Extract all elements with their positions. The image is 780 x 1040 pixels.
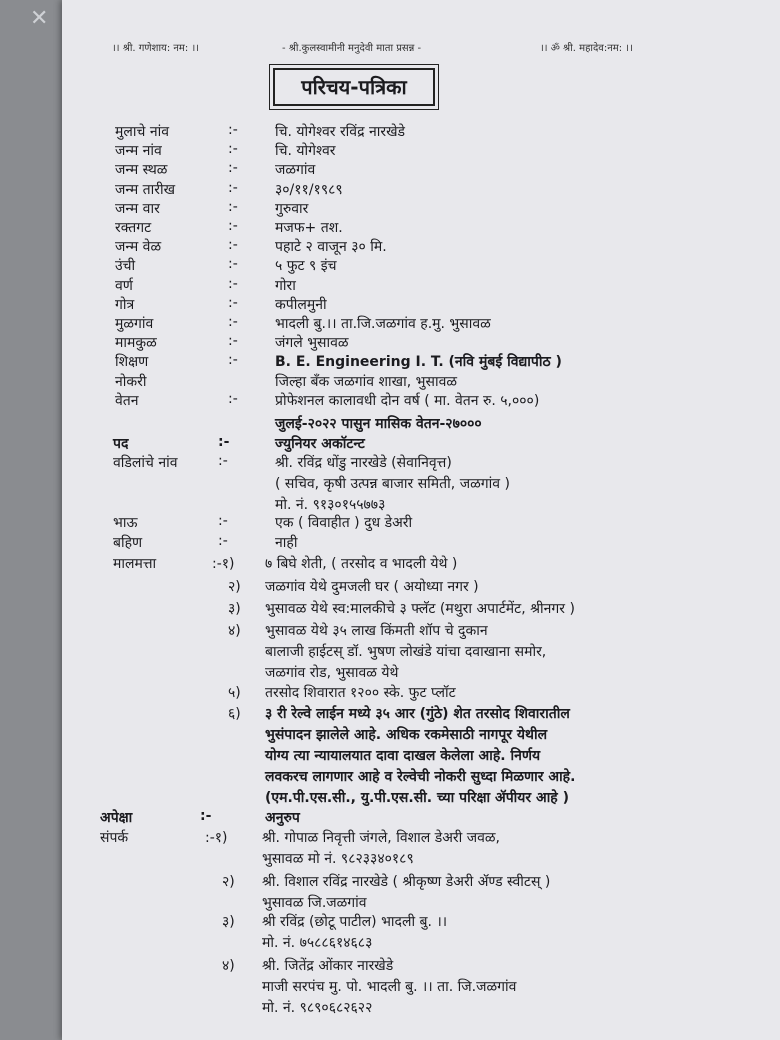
field-value: जिल्हा बँक जळगांव शाखा, भुसावळ <box>275 373 458 390</box>
brother-value: एक ( विवाहीत ) दुध डेअरी <box>275 515 413 531</box>
field-value: जळगांव <box>275 162 316 179</box>
field-label: वर्ण <box>115 277 133 294</box>
father-detail-line: श्री. रविंद्र धोंडु नारखेडे (सेवानिवृत्त) <box>275 455 452 471</box>
field-label: जन्म वेळ <box>115 239 162 256</box>
field-separator: :- <box>228 160 238 177</box>
property-item-number: ५) <box>228 685 241 701</box>
field-label: जन्म नांव <box>115 143 162 160</box>
sister-separator: :- <box>218 533 228 549</box>
expectation-separator: :- <box>200 808 212 824</box>
property-item-line: भुसावळ येथे ३५ लाख किंमती शॉप चे दुकान <box>265 623 488 639</box>
contact-item-line: भुसावळ मो नं. ९८२३३४०१८९ <box>262 851 414 867</box>
property-item-number: ६) <box>228 706 241 722</box>
field-value: भादली बु.।। ता.जि.जळगांव ह.मु. भुसावळ <box>275 316 491 332</box>
contact-item-line: भुसावळ जि.जळगांव <box>262 895 367 911</box>
property-item-number: ३) <box>228 601 241 617</box>
field-value: चि. योगेश्वर <box>275 143 336 160</box>
sister-value: नाही <box>275 535 298 551</box>
property-item-line: ७ बिघे शेती, ( तरसोद व भादली येथे ) <box>265 556 458 572</box>
property-item-line: लवकरच लागणार आहे व रेल्वेची नोकरी सुध्दा मिळणार आहे. <box>265 769 576 785</box>
property-item-line: जळगांव रोड, भुसावळ येथे <box>265 665 399 681</box>
field-separator: :- <box>228 333 238 350</box>
brother-label: भाऊ <box>113 515 138 531</box>
contact-item-line: मो. नं. ७५८८६१४६८३ <box>262 935 373 951</box>
contact-item-line: मो. नं. ९८९०६८२६२२ <box>262 1000 373 1016</box>
post-separator: :- <box>218 434 230 450</box>
property-item-number: २) <box>228 579 241 595</box>
contact-item-line: माजी सरपंच मु. पो. भादली बु. ।। ता. जि.जळगांव <box>262 979 517 995</box>
contact-item-number: २) <box>222 874 235 890</box>
property-label: मालमत्ता <box>113 556 157 572</box>
contact-item-number: ३) <box>222 914 235 930</box>
property-item-number: ४) <box>228 623 241 639</box>
field-separator: :- <box>228 294 238 311</box>
contact-label: संपर्क <box>100 830 129 846</box>
field-value: चि. योगेश्वर रविंद्र नारखेडे <box>275 124 406 140</box>
expectation-value: अनुरुप <box>265 810 300 826</box>
property-item-line: (एम.पी.एस.सी., यु.पी.एस.सी. च्या परिक्षा ॲपीयर आहे ) <box>265 790 570 806</box>
field-label: मामकुळ <box>115 335 157 352</box>
field-separator: :- <box>228 390 238 407</box>
property-item-line: ३ री रेल्वे लाईन मध्ये ३५ आर (गुंठे) शेत तरसोद शिवारातील <box>265 706 570 722</box>
property-item-line: तरसोद शिवारात १२०० स्के. फुट प्लॉट <box>265 685 456 701</box>
header-right-invocation: ।। ॐ श्री. महादेव:नम: ।। <box>540 43 633 54</box>
field-label: मुळगांव <box>115 316 154 332</box>
field-value: गुरुवार <box>275 200 309 217</box>
field-separator: :- <box>228 198 238 215</box>
field-separator: :- <box>228 141 238 158</box>
father-detail-line: ( सचिव, कृषी उत्पन्न बाजार समिती, जळगांव ) <box>275 476 510 492</box>
post-label: पद <box>113 436 129 452</box>
contact-item-number: :-१) <box>205 830 228 846</box>
field-separator: :- <box>228 314 238 330</box>
field-label: मुलाचे नांव <box>115 124 170 140</box>
field-label: जन्म तारीख <box>115 181 176 198</box>
field-separator: :- <box>228 275 238 292</box>
brother-separator: :- <box>218 513 228 529</box>
salary-detail-line: जुलई-२०२२ पासुन मासिक वेतन-२७००० <box>275 416 482 432</box>
property-item-number: :-१) <box>212 556 235 572</box>
field-value: B. E. Engineering I. T. (नवि मुंबई विद्यापीठ ) <box>275 354 562 371</box>
contact-item-line: श्री. जितेंद्र ओंकार नारखेडे <box>262 958 394 974</box>
property-item-line: जळगांव येथे दुमजली घर ( अयोध्या नगर ) <box>265 579 479 595</box>
property-item-line: भुसंपादन झालेले आहे. अधिक रकमेसाठी नागपूर येथील <box>265 727 548 743</box>
field-label: रक्तगट <box>115 220 152 236</box>
document-title: परिचय-पत्रिका <box>273 68 435 106</box>
contact-item-number: ४) <box>222 958 235 974</box>
field-label: जन्म वार <box>115 200 160 217</box>
field-value: पहाटे २ वाजून ३० मि. <box>275 239 387 256</box>
field-separator: :- <box>228 237 238 254</box>
field-value: जंगले भुसावळ <box>275 335 349 352</box>
contact-item-line: श्री. विशाल रविंद्र नारखेडे ( श्रीकृष्ण डेअरी ॲण्ड स्वीटस् ) <box>262 874 551 890</box>
father-name-label: वडिलांचे नांव <box>113 455 178 471</box>
property-item-line: भुसावळ येथे स्व:मालकीचे ३ फ्लॅट (मथुरा अपार्टमेंट, श्रीनगर ) <box>265 601 575 617</box>
field-label: उंची <box>115 258 136 275</box>
field-separator: :- <box>228 352 238 369</box>
field-value: प्रोफेशनल कालावधी दोन वर्ष ( मा. वेतन रु. ५,०००) <box>275 392 540 409</box>
field-separator: :- <box>228 122 238 138</box>
contact-item-line: श्री. गोपाळ निवृत्ती जंगले, विशाल डेअरी जवळ, <box>262 830 500 846</box>
field-separator: :- <box>228 256 238 273</box>
field-value: गोरा <box>275 277 296 294</box>
contact-item-line: श्री रविंद्र (छोटू पाटील) भादली बु. ।। <box>262 914 448 930</box>
father-separator: :- <box>218 453 228 469</box>
property-item-line: योग्य त्या न्यायालयात दावा दाखल केलेला आहे. निर्णय <box>265 748 541 764</box>
field-value: ५ फुट ९ इंच <box>275 258 337 275</box>
background-surface <box>0 0 62 1040</box>
sister-label: बहिण <box>113 535 143 551</box>
field-label: जन्म स्थळ <box>115 162 168 179</box>
field-separator: :- <box>228 179 238 196</box>
header-left-invocation: ।। श्री. गणेशाय: नम: ।। <box>112 43 200 54</box>
header-center-invocation: - श्री.कुलस्वामीनी मनुदेवी माता प्रसन्न - <box>282 43 422 54</box>
field-label: वेतन <box>115 392 139 409</box>
property-item-line: बालाजी हाईटस् डॉ. भुषण लोखंडे यांचा दवाखाना समोर, <box>265 644 547 660</box>
close-x-icon: ✕ <box>30 6 49 31</box>
field-label: गोत्र <box>115 296 135 313</box>
field-value: मजफ+ तश. <box>275 220 343 236</box>
field-value: ३०/११/१९८९ <box>275 181 343 198</box>
expectation-label: अपेक्षा <box>100 810 133 826</box>
field-value: कपीलमुनी <box>275 296 327 313</box>
field-separator: :- <box>228 218 238 234</box>
post-value: ज्युनियर अकॉटन्ट <box>275 436 365 452</box>
father-detail-line: मो. नं. ९१३०१५५७७३ <box>275 497 386 513</box>
field-label: शिक्षण <box>115 354 149 371</box>
field-label: नोकरी <box>115 373 147 390</box>
